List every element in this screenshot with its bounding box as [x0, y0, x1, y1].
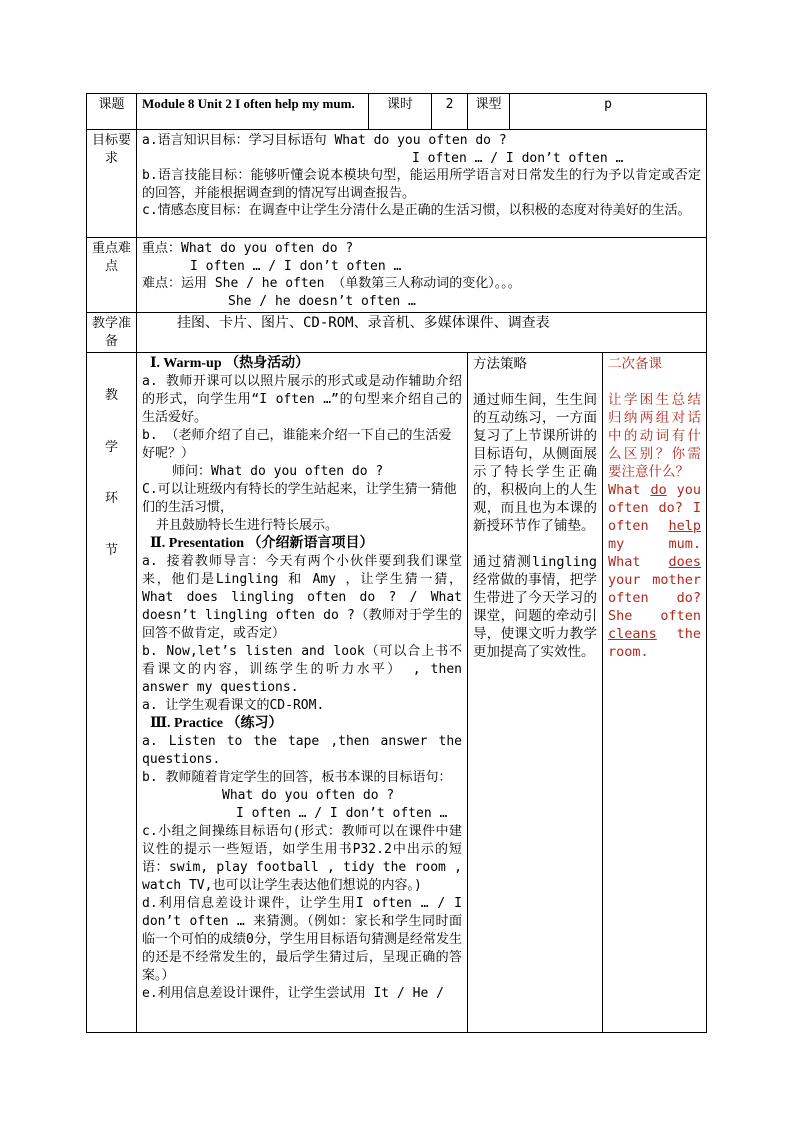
warmup-question: 师问：What do you often do ? — [172, 464, 384, 479]
goal-c: c.情感态度目标：在调查中让学生分清什么是正确的生活习惯，以积极的态度对待美好的生活。 — [142, 203, 691, 218]
practice-b: b. 教师随着肯定学生的回答，板书本课的目标语句： — [142, 770, 452, 785]
practice-c: c.小组之间操练目标语句(形式：教师可以在课件中建议性的提示一些短语，如学生用书P32.2中出示的短语：swim, play football , tidy the room , watch TV,也可以让学生表达他们想说的内容。) — [142, 824, 462, 893]
warmup-c-cont: 并且鼓励特长生进行特长展示。 — [156, 518, 339, 533]
second-prep-column — [603, 353, 707, 1033]
process-label-char: 学 — [104, 439, 118, 455]
keypoints-label: 重点难点 — [87, 238, 137, 313]
presentation-c: a. 让学生观看课文的CD-ROM. — [142, 698, 325, 713]
period-value: 2 — [432, 94, 468, 130]
type-label: 课型 — [468, 94, 510, 130]
key-difficulty-pattern: She / he doesn’t often … — [228, 293, 416, 309]
practice-a: a. Listen to the tape ,then answer the questions. — [142, 734, 462, 767]
prep-content: 挂图、卡片、图片、CD-ROM、录音机、多媒体课件、调查表 — [137, 313, 707, 353]
method-para1: 通过师生间，生生间的互动练习，一方面复习了上节课所讲的目标语句，从侧面展示了特长学生正确的，积极向上的人生观，而且也为本课的新授环节作了铺垫。 — [473, 392, 597, 534]
lesson-plan-table — [86, 93, 707, 1033]
topic-label: 课题 — [87, 94, 137, 130]
example-text: my mum. — [608, 536, 702, 552]
key-focus: 重点：What do you often do ? — [142, 241, 354, 256]
second-para1: 让学困生总结归纳两组对话中的动词有什么区别？你需要注意什么？ — [608, 392, 702, 480]
goal-a: a.语言知识目标：学习目标语句 What do you often do ? — [142, 133, 507, 148]
keypoints-content — [137, 238, 707, 313]
goal-a-pattern: I often … / I don’t often … — [412, 150, 624, 166]
process-label-char: 教 — [104, 388, 118, 403]
practice-d: d.利用信息差设计课件，让学生用I often … / I don’t often … 来猜测。（例如：家长和学生同时面临一个可怕的成绩0分，学生用目标语句猜测是经常发生的还是不经常发生的，最后学生猜过后，呈现正确的答案。） — [142, 896, 462, 983]
example-text: I often — [608, 500, 702, 534]
example-verb: do — [650, 482, 667, 498]
key-difficulty: 难点：运用 She / he often （单数第三人称动词的变化）。。。 — [142, 276, 521, 291]
goal-b: b.语言技能目标：能够听懂会说本模块句型，能运用所学语言对日常发生的行为予以肯定或否定的回答，并能根据调查到的情况写出调查报告。 — [142, 168, 702, 201]
presentation-a: a. 接着教师导言：今天有两个小伙伴要到我们课堂来，他们是Lingling 和 Amy ，让学生猜一猜，What does lingling often do ? / What doesn’t lingling often do ?（教师对于学生的回答不做肯定，或否定） — [142, 554, 462, 641]
example-verb: does — [668, 554, 702, 570]
example-text: What — [608, 554, 669, 570]
key-focus-pattern: I often … / I don’t often … — [190, 258, 402, 274]
method-para2: 通过猜测lingling经常做的事情，把学生带进了今天学习的课堂，问题的牵动引导，使课文听力教学更加提高了实效性。 — [473, 554, 597, 660]
example-text: the room. — [608, 626, 702, 660]
second-title: 二次备课 — [608, 356, 662, 372]
goals-content — [137, 130, 707, 238]
second-examples — [608, 481, 701, 661]
warmup-c: C.可以让班级内有特长的学生站起来，让学生猜一猜他们的生活习惯， — [142, 482, 457, 515]
process-label-char: 节 — [104, 542, 118, 558]
warmup-a: a. 教师开课可以以照片展示的形式或是动作辅助介绍的形式，向学生用“I often …”的句型来介绍自己的生活爱好。 — [142, 374, 462, 425]
process-label-char: 环 — [104, 491, 118, 506]
method-column — [468, 353, 603, 1033]
goals-label: 目标要求 — [87, 130, 137, 238]
prep-label: 教学准备 — [87, 313, 137, 353]
example-text: What — [608, 482, 651, 498]
section-presentation: Ⅱ. Presentation （介绍新语言项目） — [150, 536, 374, 551]
section-practice: Ⅲ. Practice （练习） — [150, 716, 283, 731]
process-label — [87, 353, 137, 1033]
process-content — [137, 353, 468, 1033]
method-title: 方法策略 — [473, 356, 527, 372]
practice-e: e.利用信息差设计课件，让学生尝试用 It / He / — [142, 986, 444, 1001]
practice-b-a: I often … / I don’t often … — [236, 806, 448, 821]
topic-value: Module 8 Unit 2 I often help my mum. — [137, 94, 369, 130]
example-text: your mother often do? — [608, 572, 702, 606]
warmup-b: b. （老师介绍了自己，谁能来介绍一下自己的生活爱好呢？） — [142, 428, 452, 461]
period-label: 课时 — [369, 94, 432, 130]
section-warmup: Ⅰ. Warm-up （热身活动） — [150, 356, 310, 371]
example-verb: help — [668, 518, 702, 534]
example-text: She often — [608, 608, 702, 624]
example-text: you often do? — [608, 482, 702, 516]
type-value: p — [510, 94, 707, 130]
practice-b-q: What do you often do ? — [222, 788, 395, 803]
presentation-b: b. Now,let’s listen and look（可以合上书不看课文的内容，训练学生的听力水平） , then answer my questions. — [142, 644, 462, 695]
example-verb: cleans — [608, 626, 657, 642]
